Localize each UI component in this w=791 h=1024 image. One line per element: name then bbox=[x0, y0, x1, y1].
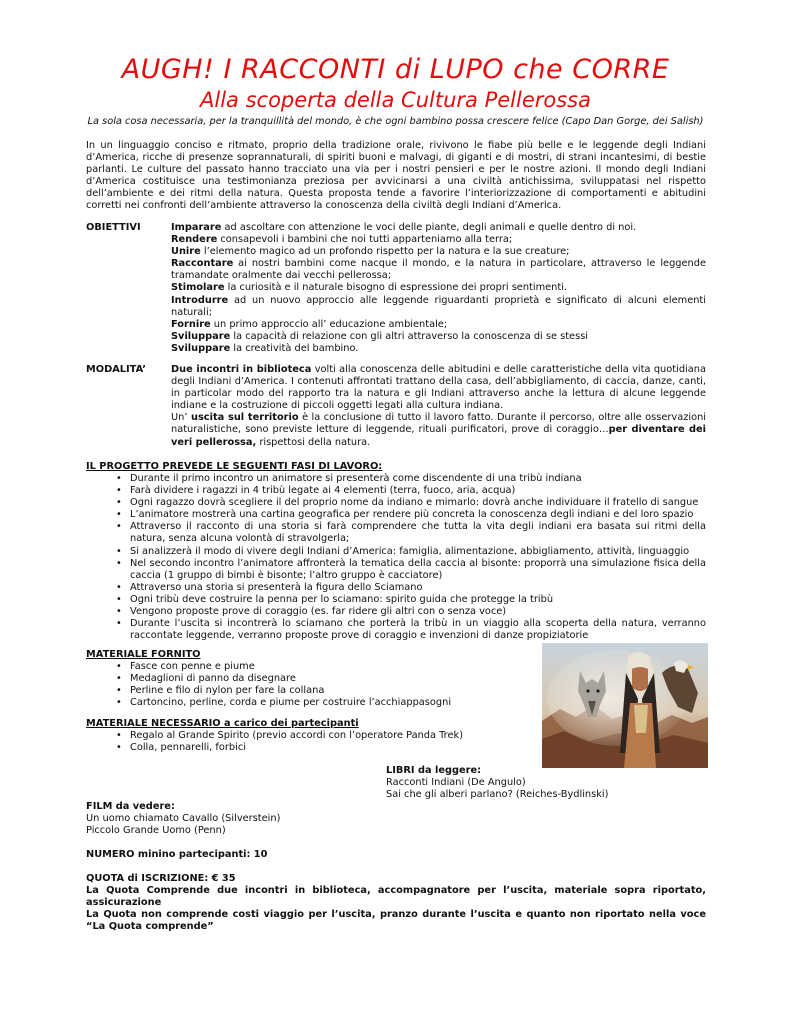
obiettivo-text: la curiosità e il naturale bisogno di espressione dei propri sentimenti. bbox=[224, 282, 568, 294]
obiettivo-text: consapevoli i bambini che noi tutti apparteniamo alla terra; bbox=[217, 234, 513, 246]
obiettivi-list bbox=[171, 222, 706, 355]
list-item: • Farà dividere i ragazzi in 4 tribù legate ai 4 elementi (terra, fuoco, aria, acqua) bbox=[108, 485, 706, 497]
epigraph-quote: La sola cosa necessaria, per la tranquillità del mondo, è che ogni bambino possa crescere felice (Capo Dan Gorge, dei Salish) bbox=[87, 116, 704, 127]
fasi-heading: IL PROGETTO PREVEDE LE SEGUENTI FASI DI LAVORO: bbox=[86, 461, 383, 472]
obiettivo-item bbox=[171, 295, 706, 319]
modalita-text: è la conclusione di tutto il lavoro fatto. Durante il percorso, oltre alle osservazioni naturalistiche, sono previste letture di leggende, rituali purificatori, prove di coraggio… bbox=[171, 412, 707, 436]
film-heading: FILM da vedere: bbox=[86, 801, 175, 812]
list-item: • Vengono proposte prove di coraggio (es. far ridere gli altri con o senza voce) bbox=[108, 606, 706, 618]
obiettivo-verb: Rendere bbox=[171, 234, 218, 246]
quota-iscrizione: QUOTA di ISCRIZIONE: € 35 bbox=[86, 873, 236, 884]
native-american-illustration bbox=[542, 643, 708, 768]
list-item: • Medaglioni di panno da disegnare bbox=[108, 673, 528, 685]
list-item: • L’animatore mostrerà una cartina geografica per rendere più concreta la conoscenza degli indiani e del loro spazio bbox=[108, 509, 706, 521]
list-item: • Regalo al Grande Spirito (previo accordi con l’operatore Panda Trek) bbox=[108, 730, 528, 742]
obiettivo-text: la creatività del bambino. bbox=[230, 342, 359, 354]
obiettivo-text: ad un nuovo approccio alle leggende riguardanti proprietà e significato di alcuni elementi naturali; bbox=[171, 294, 706, 318]
obiettivo-item bbox=[171, 282, 706, 294]
quota-comprende: La Quota Comprende due incontri in biblioteca, accompagnatore per l’uscita, materiale sopra riportato, assicurazione bbox=[86, 885, 706, 909]
page-subtitle: Alla scoperta della Cultura Pellerossa bbox=[200, 88, 591, 112]
obiettivo-verb: Raccontare bbox=[171, 258, 234, 270]
obiettivo-verb: Stimolare bbox=[171, 282, 225, 294]
list-item: • Attraverso il racconto di una storia si farà comprendere che tutta la vita degli indiani era basata sui ritmi della natura, senza alcuna volontà di stravolgerla; bbox=[108, 521, 706, 545]
modalita-highlight: Due incontri in biblioteca bbox=[171, 364, 312, 375]
obiettivo-item bbox=[171, 258, 706, 282]
obiettivo-item bbox=[171, 343, 706, 355]
intro-paragraph: In un linguaggio conciso e ritmato, proprio della tradizione orale, rivivono le fiabe più belle e le leggende degli Indiani d’America, ricche di presenze soprannaturali, di spiriti buoni e malvagi, di giganti e di mostri, di strani incantesimi, di bestie parlanti. Le culture del passato hanno tracciato una via per i nostri pensieri e per le nostre azioni. Il mondo degli Indiani d’America costituisce una testimonianza preziosa per avvicinarsi a una civiltà antichissima, sviluppatasi nel rispetto dell’ambiente e dei ritmi della natura. Questa proposta tende a favorire l’interiorizzazione di comportamenti e abitudini corretti nei confronti dell’ambiente attraverso la conoscenza della civiltà degli Indiani d’America. bbox=[86, 140, 706, 212]
list-item: • Attraverso una storia si presenterà la figura dello Sciamano bbox=[108, 582, 706, 594]
quota-non-comprende: La Quota non comprende costi viaggio per l’uscita, pranzo durante l’uscita e quanto non riportato nella voce “La Quota comprende” bbox=[86, 909, 706, 933]
modalita-text: volti alla conoscenza delle abitudini e delle caratteristiche della vita quotidiana degli Indiani d’America. I contenuti affrontati trattano della casa, dell’abbigliamento, di caccia, danze, canti, in particolar modo del rapporto tra la natura e gli Indiani attraverso anche la lettura di alcune leggende indiane e la costruzione di piccoli oggetti legati alla cultura indiana. bbox=[171, 364, 706, 412]
materiale-necessario-heading: MATERIALE NECESSARIO a carico dei partecipanti bbox=[86, 718, 359, 729]
modalita-text: rispettosi della natura. bbox=[256, 436, 371, 448]
wolf-eagle-chief-image bbox=[542, 643, 708, 768]
obiettivo-item bbox=[171, 246, 706, 258]
fasi-list bbox=[108, 473, 706, 642]
obiettivo-item bbox=[171, 234, 706, 246]
libri-heading: LIBRI da leggere: bbox=[386, 765, 482, 776]
obiettivo-verb: Sviluppare bbox=[171, 330, 231, 342]
list-item: • Perline e filo di nylon per fare la collana bbox=[108, 685, 528, 697]
list-item: • Cartoncino, perline, corda e piume per costruire l’acchiappasogni bbox=[108, 697, 528, 709]
list-item: • Ogni tribù deve costruire la penna per lo sciamano: spirito guida che protegge la tribù bbox=[108, 594, 706, 606]
materiale-necessario-list bbox=[108, 730, 528, 754]
obiettivo-item bbox=[171, 319, 706, 331]
modalita-highlight: per diventare dei veri pellerossa, bbox=[171, 424, 706, 448]
list-item: • Nel secondo incontro l’animatore affronterà la tematica della caccia al bisonte: proporrà una simulazione fisica della caccia (1 gruppo di bimbi è bisonte; l’altro gruppo è cacciatore) bbox=[108, 558, 706, 582]
list-item: • Durante l’uscita si incontrerà lo sciamano che porterà la tribù in un viaggio alla scoperta della natura, verranno raccontate leggende, verranno proposte prove di coraggio e invenzioni di danze propiziatorie bbox=[108, 618, 706, 642]
list-item: • Si analizzerà il modo di vivere degli Indiani d’America: famiglia, alimentazione, abbigliamento, attività, linguaggio bbox=[108, 546, 706, 558]
list-item: • Ogni ragazzo dovrà scegliere il del proprio nome da indiano e mimarlo: dovrà anche individuare il fratello di sangue bbox=[108, 497, 706, 509]
film-item: Piccolo Grande Uomo (Penn) bbox=[86, 825, 226, 836]
obiettivo-text: la capacità di relazione con gli altri attraverso la conoscenza di se stessi bbox=[230, 330, 589, 342]
list-item: • Durante il primo incontro un animatore si presenterà come discendente di una tribù indiana bbox=[108, 473, 706, 485]
obiettivo-item bbox=[171, 222, 706, 234]
obiettivo-text: ai nostri bambini come nacque il mondo, e la natura in particolare, attraverso le leggende tramandate oralmente dai vecchi pellerossa; bbox=[171, 258, 706, 282]
obiettivo-verb: Fornire bbox=[171, 318, 211, 330]
libro-item: Sai che gli alberi parlano? (Reiches-Bydlinski) bbox=[386, 789, 609, 800]
quota-details bbox=[86, 885, 706, 933]
page-title: AUGH! I RACCONTI di LUPO che CORRE bbox=[121, 54, 670, 85]
film-item: Un uomo chiamato Cavallo (Silverstein) bbox=[86, 813, 281, 824]
numero-partecipanti: NUMERO minino partecipanti: 10 bbox=[86, 849, 268, 860]
obiettivo-text: un primo approccio all’ educazione ambientale; bbox=[210, 318, 448, 330]
list-item: • Fasce con penne e piume bbox=[108, 661, 528, 673]
materiale-fornito-list bbox=[108, 661, 528, 709]
modalita-highlight: uscita sul territorio bbox=[190, 412, 299, 424]
obiettivo-verb: Unire bbox=[171, 246, 201, 258]
materiale-fornito-heading: MATERIALE FORNITO bbox=[86, 649, 201, 660]
list-item: • Colla, pennarelli, forbici bbox=[108, 742, 528, 754]
obiettivo-item bbox=[171, 331, 706, 343]
obiettivo-text: l’elemento magico ad un profondo rispetto per la natura e la sue creature; bbox=[200, 246, 570, 258]
obiettivi-label: OBIETTIVI bbox=[86, 222, 141, 233]
modalita-paragraph-2 bbox=[171, 412, 706, 448]
modalita-paragraph-1 bbox=[171, 364, 706, 412]
obiettivo-verb: Introdurre bbox=[171, 294, 229, 306]
obiettivo-text: ad ascoltare con attenzione le voci delle piante, degli animali e quelle dentro di noi. bbox=[221, 222, 637, 233]
modalita-text: Un’ bbox=[171, 412, 191, 424]
obiettivo-verb: Sviluppare bbox=[171, 342, 231, 354]
obiettivo-verb: Imparare bbox=[171, 222, 222, 233]
modalita-body bbox=[171, 364, 706, 449]
modalita-label: MODALITA’ bbox=[86, 364, 147, 375]
libro-item: Racconti Indiani (De Angulo) bbox=[386, 777, 526, 788]
